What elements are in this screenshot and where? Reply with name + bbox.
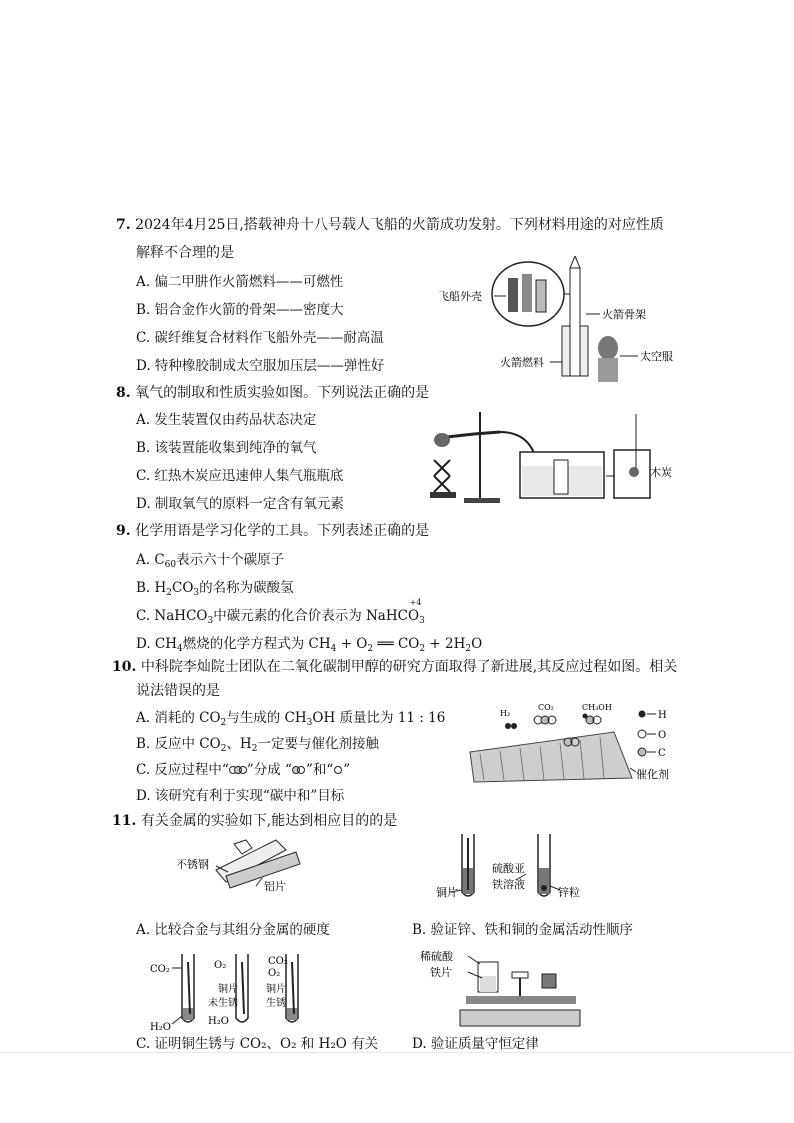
q10-option-b[interactable] (136, 732, 379, 752)
q9-option-d[interactable] (136, 632, 482, 652)
q7-stem-line2: 解释不合理的是 (136, 245, 234, 261)
label-ferrous-sulfate-2: 铁溶液 (492, 878, 525, 891)
label-charcoal: 木炭 (650, 466, 672, 479)
q9d-s4: 2 (419, 644, 426, 654)
q10b-pre: B. 反应中 CO (136, 736, 221, 752)
label-c-h2o-1: H₂O (150, 1022, 171, 1033)
q9c-sub1: 3 (207, 616, 214, 626)
legend-h: H (658, 710, 667, 721)
q9-option-a[interactable] (136, 548, 284, 568)
label-c-co2: CO₂ (150, 964, 170, 975)
q9b-mid: CO (172, 580, 194, 596)
co2-molecule-icon (229, 764, 247, 776)
q9c-c: C (397, 608, 408, 624)
figure-d-balance (420, 948, 590, 1032)
label-c-o2-2: O₂ (268, 968, 281, 979)
q7-number: 7. (116, 217, 131, 233)
label-dilute-sulfuric: 稀硫酸 (420, 950, 453, 963)
q11-stem (112, 810, 397, 830)
label-c-co2-2: CO₂ (268, 956, 288, 967)
label-ship-shell: 飞船外壳 (438, 290, 482, 303)
q10b-mid: 、H (226, 736, 252, 752)
q8-option-d[interactable]: D. 制取氧气的原料一定含有氧元素 (136, 496, 344, 512)
q7-option-b[interactable]: B. 铝合金作火箭的骨架——密度大 (136, 302, 344, 318)
q10-stem-line1: 中科院李灿院士团队在二氧化碳制甲醇的研究方面取得了新进展,其反应过程如图。相关 (140, 659, 678, 675)
figure-b-tubes (436, 830, 586, 910)
q11-option-d[interactable]: D. 验证质量守恒定律 (412, 1036, 539, 1052)
q9d-s5: 2 (465, 644, 472, 654)
label-rocket-frame: 火箭骨架 (602, 308, 646, 321)
q9-stem (116, 520, 429, 540)
label-aluminum-sheet: 铝片 (264, 880, 286, 893)
legend-c: C (658, 748, 666, 759)
q7-stem-line1: 2024年4月25日,搭载神舟十八号载人飞船的火箭成功发射。下列材料用途的对应性质 (135, 217, 664, 233)
q10-number: 10. (112, 659, 137, 675)
q8-number: 8. (116, 385, 131, 401)
q10c-pre: C. 反应过程中“ (136, 762, 229, 778)
q10a-s1: 2 (220, 718, 227, 728)
q7-option-d[interactable]: D. 特种橡胶制成太空服加压层——弹性好 (136, 358, 385, 374)
label-c-rust: 生锈 (266, 998, 286, 1009)
q9c-mid: 中碳元素的化合价表示为 NaH (213, 608, 398, 624)
q11-option-a[interactable]: A. 比较合金与其组分金属的硬度 (136, 922, 330, 938)
q9c-oxidation: +4 (409, 598, 422, 607)
q8-stem-text: 氧气的制取和性质实验如图。下列说法正确的是 (135, 385, 430, 401)
label-c-copper-2: 铜片 (266, 984, 286, 995)
label-c-o2: O₂ (214, 960, 227, 971)
q9b-sub1: 2 (166, 588, 173, 598)
q9d-pre: D. CH (136, 636, 178, 652)
q7-option-c[interactable]: C. 碳纤维复合材料作飞船外壳——耐高温 (136, 330, 384, 346)
q9b-post: 的名称为碳酸氢 (199, 580, 294, 596)
q9-number: 9. (116, 523, 131, 539)
q9b-sub2: 3 (193, 588, 200, 598)
q8-option-c[interactable]: C. 红热木炭应迅速伸人集气瓶瓶底 (136, 468, 344, 484)
q10c-post: ” (343, 762, 351, 778)
q10a-mid: 与生成的 CH (226, 710, 307, 726)
catalyst-figure (464, 702, 684, 784)
q9c-sub2: 3 (419, 616, 425, 626)
co-molecule-icon (292, 764, 306, 776)
q9-option-c[interactable] (136, 598, 425, 626)
q8-stem (116, 382, 429, 402)
q8-option-b[interactable]: B. 该装置能收集到纯净的氧气 (136, 440, 317, 456)
q11-number: 11. (112, 813, 137, 829)
page-divider (0, 1052, 794, 1053)
q9c-carbon (397, 598, 422, 624)
q9a-post: 表示六十个碳原子 (176, 552, 285, 568)
q8-option-a[interactable]: A. 发生装置仅由药品状态决定 (136, 412, 317, 428)
q11-option-b[interactable]: B. 验证锌、铁和铜的金属活动性顺序 (412, 922, 634, 938)
q9a-pre: A. C (136, 552, 165, 568)
label-stainless-steel: 不锈钢 (176, 858, 209, 871)
q11-stem-text: 有关金属的实验如下,能达到相应目的的是 (140, 813, 398, 829)
q10-option-d[interactable]: D. 该研究有利于实现“碳中和”目标 (136, 788, 345, 804)
q9-option-b[interactable] (136, 576, 294, 596)
rocket-figure (436, 256, 686, 386)
q10-option-a[interactable] (136, 706, 445, 726)
q10c-mid1: ”分成 “ (246, 762, 292, 778)
label-copper-sheet: 铜片 (436, 886, 458, 899)
label-zinc-granules: 锌粒 (558, 886, 580, 899)
q9c-o: O (407, 608, 420, 624)
oxygen-apparatus-figure (424, 410, 694, 510)
q9d-t2: + O (336, 636, 368, 652)
label-co2: CO₂ (538, 703, 554, 712)
figure-c-rusting (150, 952, 340, 1036)
q7-option-a[interactable]: A. 偏二甲肼作火箭燃料——可燃性 (136, 274, 344, 290)
q10b-post: 一定要与催化剂接触 (257, 736, 379, 752)
label-ch3oh: CH₃OH (582, 703, 612, 712)
q9d-s2: 4 (330, 644, 337, 654)
q9c-pre: C. NaHCO (136, 608, 208, 624)
label-c-no-rust: 未生锈 (208, 998, 238, 1009)
q10a-pre: A. 消耗的 CO (136, 710, 221, 726)
q10-stem-line2: 说法错误的是 (136, 683, 220, 699)
q9a-sub: 60 (164, 560, 177, 570)
label-ferrous-sulfate-1: 硫酸亚 (492, 862, 525, 875)
figure-a-scratch (176, 830, 336, 900)
q10-stem (112, 656, 677, 676)
q10c-mid2: ”和“ (305, 762, 334, 778)
q9b-pre: B. H (136, 580, 167, 596)
legend-o: O (658, 730, 667, 741)
q9d-t3: ══ CO (373, 636, 420, 652)
label-c-copper: 铜片 (218, 984, 238, 995)
label-rocket-fuel: 火箭燃料 (500, 356, 544, 369)
q11-option-c[interactable]: C. 证明铜生锈与 CO₂、O₂ 和 H₂O 有关 (136, 1036, 379, 1052)
q10a-s2: 3 (306, 718, 313, 728)
label-c-h2o: H₂O (208, 1016, 229, 1027)
label-catalyst: 催化剂 (636, 768, 669, 781)
label-spacesuit: 太空服 (640, 350, 673, 363)
q9d-t1: 燃烧的化学方程式为 CH (182, 636, 331, 652)
q9d-t4: + 2H (425, 636, 466, 652)
q9d-s1: 4 (177, 644, 183, 654)
q10a-post: OH 质量比为 11 : 16 (312, 710, 446, 726)
q7-stem (116, 214, 664, 234)
q9d-s3: 2 (367, 644, 374, 654)
label-iron-sheet: 铁片 (430, 966, 452, 979)
q10-option-c[interactable] (136, 758, 350, 778)
o-atom-icon (333, 764, 343, 776)
q9-stem-text: 化学用语是学习化学的工具。下列表述正确的是 (135, 523, 430, 539)
q10b-s2: 2 (251, 744, 258, 754)
q9d-t5: O (471, 636, 483, 652)
label-h2: H₂ (500, 709, 511, 718)
q10b-s1: 2 (220, 744, 227, 754)
